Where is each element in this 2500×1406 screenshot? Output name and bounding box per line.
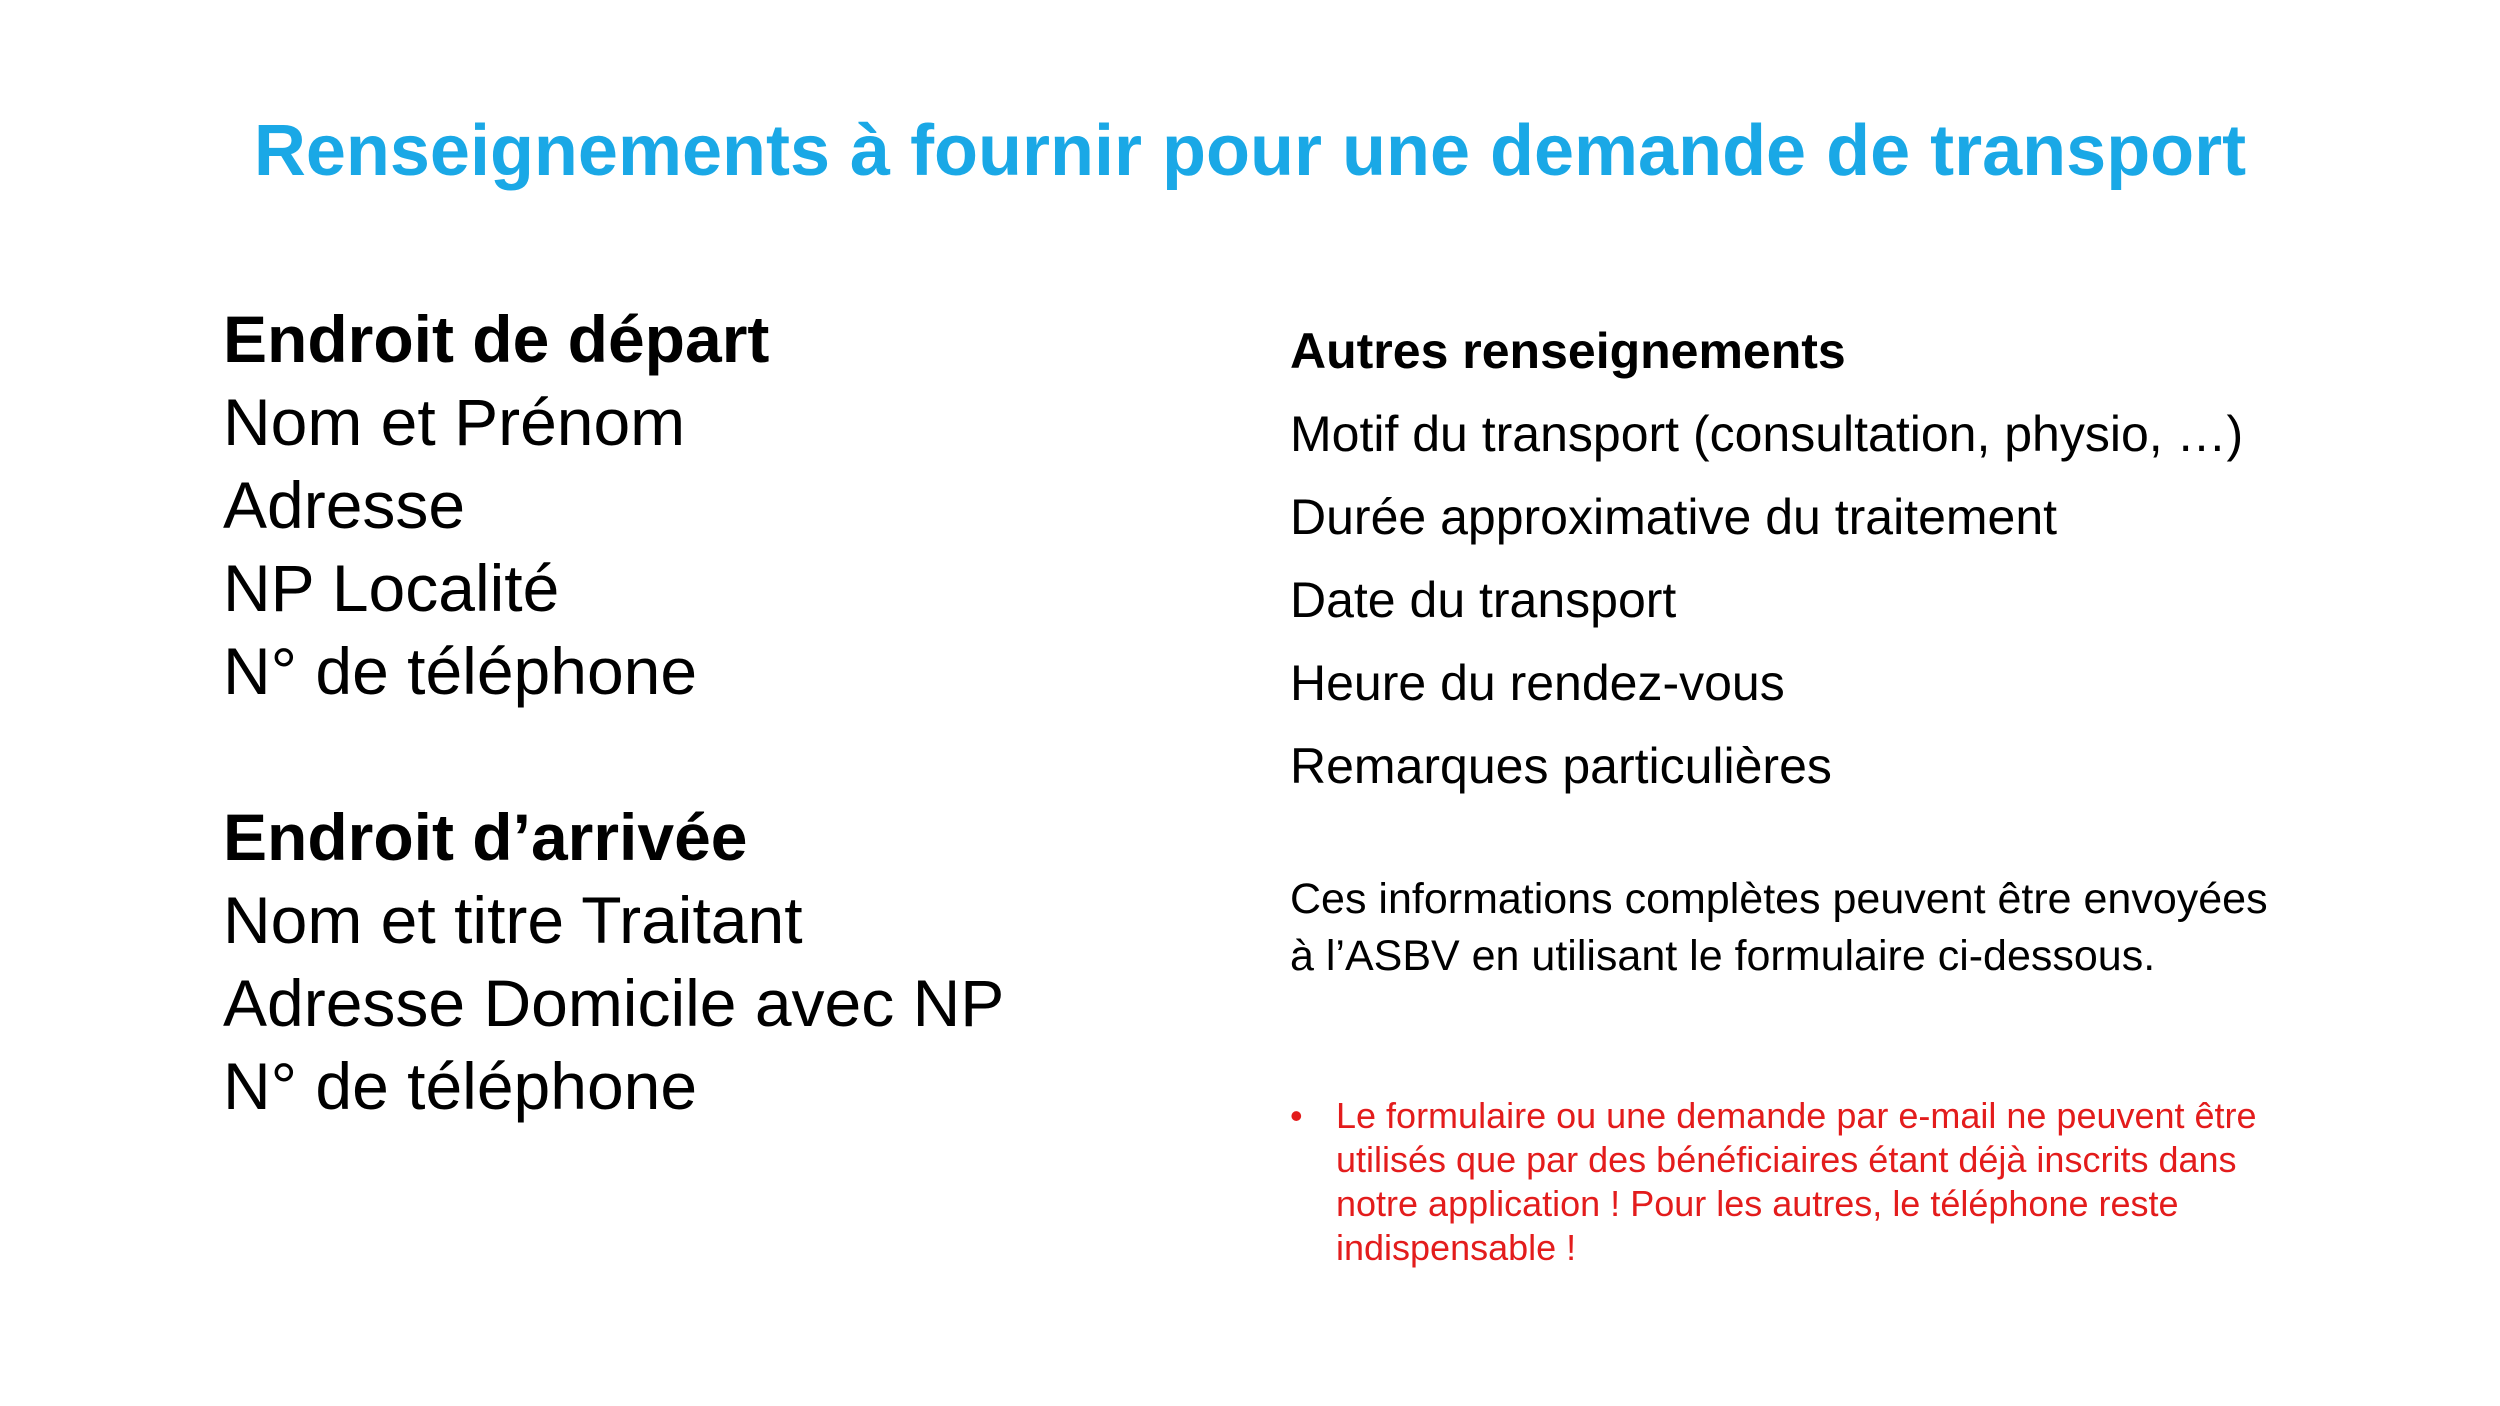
arrival-item-phone: N° de téléphone	[223, 1049, 698, 1123]
section-spacer	[223, 713, 1223, 796]
departure-heading: Endroit de départ	[223, 302, 770, 376]
page-title: Renseignements à fournir pour une demande de transport	[253, 111, 2247, 191]
departure-item-phone: N° de téléphone	[223, 634, 698, 708]
departure-item-locality: NP Localité	[223, 551, 560, 625]
departure-item-name: Nom et Prénom	[223, 385, 686, 459]
other-info-item-date: Date du transport	[1290, 572, 1677, 628]
other-info-item-time: Heure du rendez-vous	[1290, 655, 1785, 711]
right-column	[1290, 310, 2330, 808]
other-info-item-remarks: Remarques particulières	[1290, 738, 1832, 794]
other-info-item-reason: Motif du transport (consultation, physio, …)	[1290, 406, 2244, 462]
other-info-heading: Autres renseignements	[1290, 323, 1846, 379]
other-info-item-duration: Durée approximative du traitement	[1290, 489, 2058, 545]
left-column	[223, 298, 1223, 1128]
departure-item-address: Adresse	[223, 468, 466, 542]
bullet-icon: •	[1290, 1095, 1303, 1136]
arrival-item-address: Adresse Domicile avec NP	[223, 966, 1005, 1040]
form-note: Ces informations complètes peuvent être envoyées à l’ASBV en utilisant le formulaire ci-dessous.	[1290, 875, 2268, 980]
arrival-item-practitioner: Nom et titre Traitant	[223, 883, 803, 957]
warning-text: Le formulaire ou une demande par e-mail ne peuvent être utilisés que par des bénéficiaires étant déjà inscrits dans notre application ! Pour les autres, le téléphone reste indispensable !	[1336, 1095, 2257, 1268]
arrival-heading: Endroit d’arrivée	[223, 800, 748, 874]
